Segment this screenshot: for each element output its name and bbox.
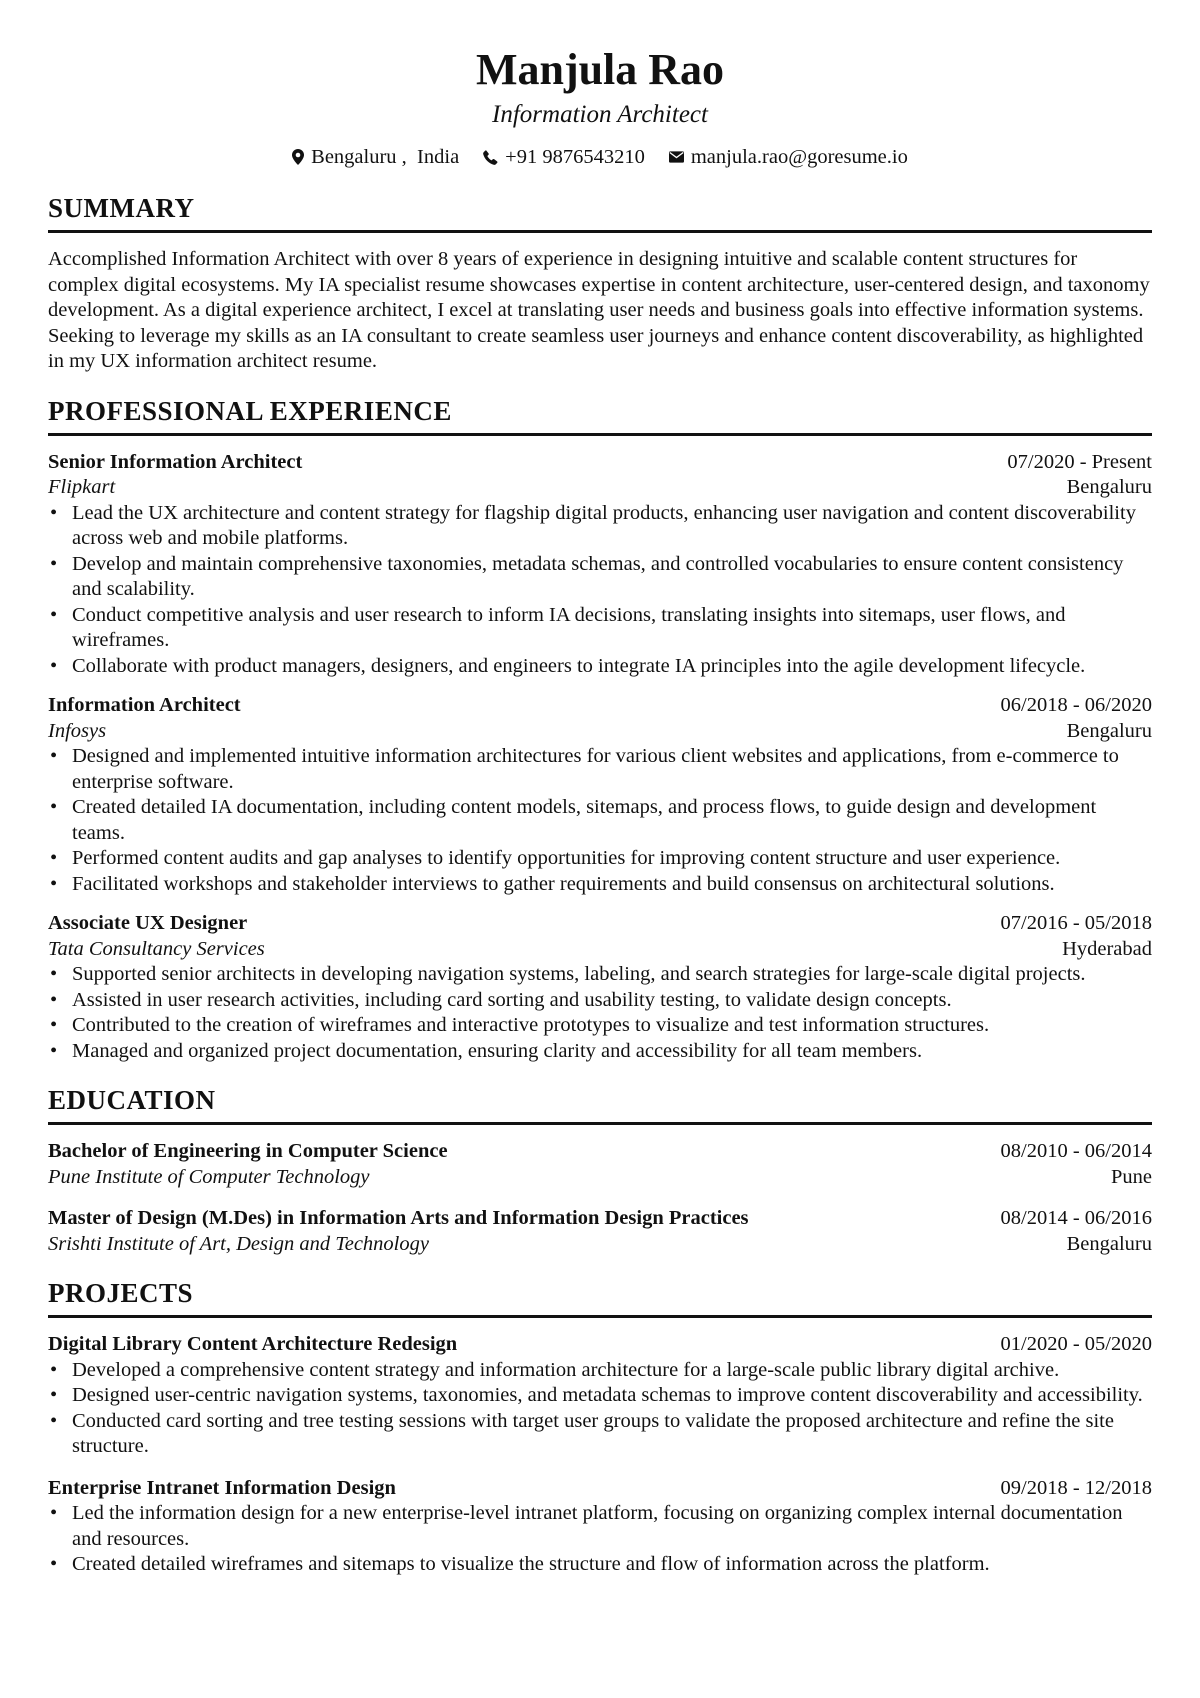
bullet-item: • Developed a comprehensive content strategy and information architecture for a large-scale public library digital archive. (72, 1358, 1152, 1384)
section-heading-experience: PROFESSIONAL EXPERIENCE (48, 395, 1152, 436)
bullet-item: • Created detailed IA documentation, including content models, sitemaps, and process flows, to guide design and development teams. (72, 795, 1152, 846)
job-dates: 07/2020 - Present (1007, 450, 1152, 473)
school-name: Srishti Institute of Art, Design and Technology (48, 1232, 429, 1255)
job-location: Bengaluru (1066, 476, 1152, 498)
project-bullets (48, 1358, 1152, 1460)
bullet-item: • Assisted in user research activities, including card sorting and usability testing, to validate design concepts. (72, 988, 1152, 1014)
bullet-item: • Develop and maintain comprehensive taxonomies, metadata schemas, and controlled vocabularies to ensure content consistency and scalability. (72, 552, 1152, 603)
project-title: Enterprise Intranet Information Design (48, 1476, 396, 1499)
section-heading-education: EDUCATION (48, 1084, 1152, 1125)
bullet-item: • Facilitated workshops and stakeholder interviews to gather requirements and build consensus on architectural solutions. (72, 872, 1152, 898)
projects-section (48, 1277, 1152, 1578)
section-heading-projects: PROJECTS (48, 1277, 1152, 1318)
job-location: Bengaluru (1066, 719, 1152, 742)
bullet-item: • Collaborate with product managers, designers, and engineers to integrate IA principles into the agile development lifecycle. (72, 654, 1152, 680)
job-bullets (48, 962, 1152, 1064)
project-dates: 09/2018 - 12/2018 (1000, 1476, 1152, 1499)
degree-title: Bachelor of Engineering in Computer Science (48, 1140, 448, 1162)
project-dates: 01/2020 - 05/2020 (1000, 1333, 1152, 1355)
bullet-item: • Conduct competitive analysis and user research to inform IA decisions, translating insights into sitemaps, user flows, and wireframes. (72, 603, 1152, 654)
experience-entry (48, 450, 1152, 680)
project-entry (48, 1476, 1152, 1578)
email-link[interactable]: manjula.rao@goresume.io (690, 146, 908, 168)
job-bullets (48, 501, 1152, 680)
contact-line (48, 144, 1152, 170)
degree-title: Master of Design (M.Des) in Information Arts and Information Design Practices (48, 1207, 749, 1229)
map-pin-icon (292, 149, 304, 165)
project-bullets (48, 1501, 1152, 1578)
project-title: Digital Library Content Architecture Redesign (48, 1333, 458, 1355)
experience-entry (48, 911, 1152, 1064)
job-title: Senior Information Architect (48, 450, 303, 473)
experience-entry (48, 693, 1152, 897)
experience-section (48, 395, 1152, 1065)
section-heading-summary: SUMMARY (48, 192, 1152, 233)
bullet-item: • Lead the UX architecture and content strategy for flagship digital products, enhancing user navigation and content discoverability across web and mobile platforms. (72, 501, 1152, 552)
education-dates: 08/2010 - 06/2014 (1000, 1140, 1152, 1162)
bullet-item: • Performed content audits and gap analyses to identify opportunities for improving content structure and user experience. (72, 846, 1152, 872)
job-title: Information Architect (48, 694, 241, 716)
envelope-icon (669, 151, 684, 163)
company-name: Flipkart (48, 476, 116, 498)
education-entry (48, 1139, 1152, 1190)
education-location: Pune (1111, 1165, 1152, 1188)
contact-email (669, 144, 908, 170)
contact-location (292, 144, 459, 170)
phone-icon (483, 150, 498, 165)
bullet-item: • Managed and organized project documentation, ensuring clarity and accessibility for all team members. (72, 1039, 1152, 1065)
bullet-item: • Designed and implemented intuitive information architectures for various client websites and applications, from e-commerce to enterprise software. (72, 744, 1152, 795)
project-entry (48, 1332, 1152, 1460)
bullet-item: • Conducted card sorting and tree testing sessions with target user groups to validate the proposed architecture and refine the site structure. (72, 1409, 1152, 1460)
resume-header (48, 0, 1152, 170)
education-location: Bengaluru (1066, 1232, 1152, 1255)
contact-phone (483, 144, 645, 170)
bullet-item: • Created detailed wireframes and sitemaps to visualize the structure and flow of information across the platform. (72, 1552, 1152, 1578)
job-bullets (48, 744, 1152, 897)
bullet-item: • Supported senior architects in developing navigation systems, labeling, and search strategies for large-scale digital projects. (72, 962, 1152, 988)
job-title: Associate UX Designer (48, 912, 248, 934)
summary-text: Accomplished Information Architect with over 8 years of experience in designing intuitive and scalable content structures for complex digital ecosystems. My IA specialist resume showcases expertise in content architecture, user-centered design, and taxonomy development. As a digital experience architect, I excel at translating user needs and business goals into effective information systems. Seeking to leverage my skills as an IA consultant to create seamless user journeys and enhance content discoverability, as highlighted in my UX information architect resume. (48, 248, 1150, 372)
bullet-item: • Contributed to the creation of wireframes and interactive prototypes to visualize and test information structures. (72, 1013, 1152, 1039)
education-dates: 08/2014 - 06/2016 (1000, 1207, 1152, 1229)
education-entry (48, 1206, 1152, 1257)
bullet-item: • Led the information design for a new enterprise-level intranet platform, focusing on organizing complex internal documentation and resources. (72, 1501, 1152, 1552)
company-name: Infosys (48, 719, 107, 742)
candidate-title: Information Architect (492, 101, 708, 128)
summary-section (48, 192, 1152, 375)
job-dates: 06/2018 - 06/2020 (1000, 694, 1152, 716)
company-name: Tata Consultancy Services (48, 937, 265, 960)
job-location: Hyderabad (1062, 937, 1152, 960)
job-dates: 07/2016 - 05/2018 (1000, 912, 1152, 934)
education-section (48, 1084, 1152, 1257)
location-text: Bengaluru , India (311, 146, 460, 168)
candidate-name: Manjula Rao (475, 45, 725, 94)
school-name: Pune Institute of Computer Technology (48, 1165, 370, 1188)
bullet-item: • Designed user-centric navigation systems, taxonomies, and metadata schemas to improve content discoverability and accessibility. (72, 1383, 1152, 1409)
phone-text: +91 9876543210 (505, 146, 645, 168)
